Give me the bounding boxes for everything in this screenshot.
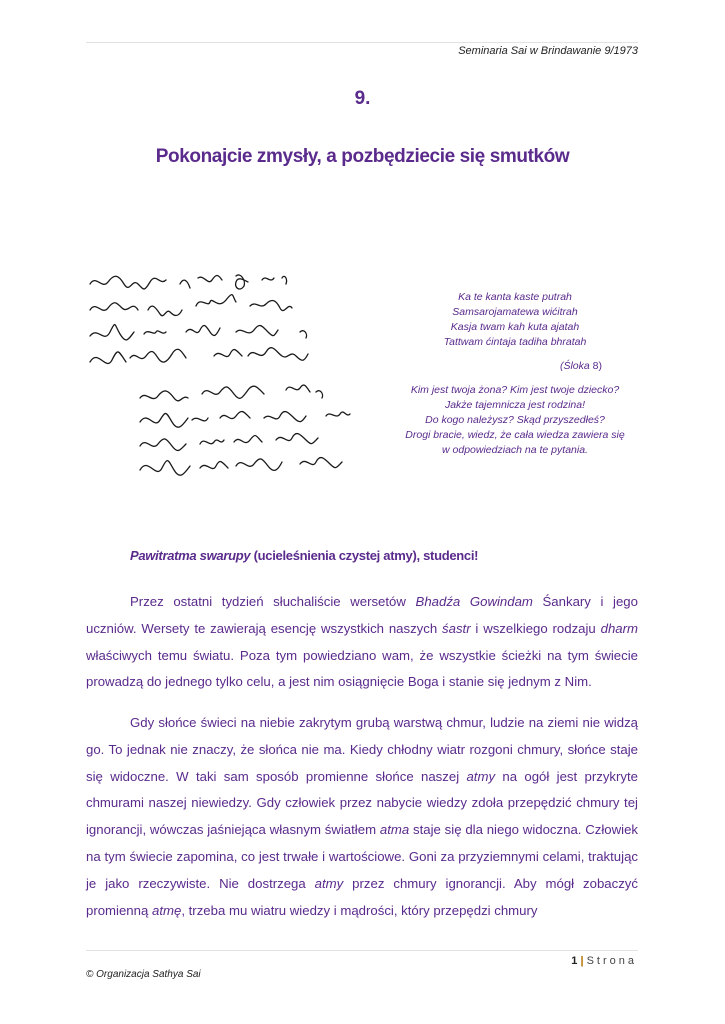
translation-line: w odpowiedziach na te pytania. (442, 444, 588, 456)
verse-line: Ka te kanta kaste putrah (458, 291, 572, 303)
greeting-italic: Pawitratma swarupy (130, 548, 251, 563)
handwriting-strokes (90, 275, 350, 475)
verse-line: Samsarojamatewa wićitrah (452, 306, 578, 318)
running-header: Seminaria Sai w Brindawanie 9/1973 (458, 45, 638, 57)
text-run-italic: atmy (314, 875, 344, 891)
sloka-open: ( (559, 360, 564, 372)
text-run-italic: atma (379, 822, 410, 838)
sloka-number: 8) (589, 360, 602, 372)
greeting (130, 548, 478, 563)
chapter-number: 9. (354, 88, 371, 109)
page-separator: | (580, 955, 584, 967)
text-run: przez chmury ignorancji. Aby mógł zobaczyć promienną (86, 875, 638, 918)
text-run: Gdy słońce świeci na niebie zakrytym grubą warstwą chmur, ludzie na ziemi nie widzą go. To jednak nie znaczy, że słońca nie ma. Kiedy chłodny wiatr rozgoni chmury, słońce staje się widoczne. W taki sam sposób promienne słońce naszej (86, 715, 638, 784)
footer-rule (86, 950, 638, 951)
greeting-rest: (ucieleśnienia czystej atmy), studenci! (250, 548, 479, 563)
translation-line: Kim jest twoja żona? Kim jest twoje dziecko? (410, 384, 620, 396)
verse-block (400, 290, 630, 458)
chapter-title: Pokonajcie zmysły, a pozbędziecie się smutków (155, 146, 570, 167)
text-run-italic: atmę (151, 902, 182, 918)
page-number (571, 955, 637, 967)
text-run-italic: atmy (466, 768, 496, 784)
text-run: na ogół jest przykryte chmurami naszej niewiedzy. Gdy człowiek przez nabycie wiedzy zdoła przepędzić chmury tej ignorancji, wówczas jaśniejąca własnym światłem (86, 768, 638, 838)
text-run: właściwych temu światu. Poza tym powiedziano wam, że wszystkie ścieżki na tym świecie prowadzą do jednego tylko celu, a jest nim osiągnięcie Boga i stanie się jednym z Nim. (86, 647, 638, 690)
paragraph-2 (86, 710, 638, 924)
text-run-italic: dharm (600, 620, 638, 636)
translation-line: Jakże tajemnicza jest rodzina! (444, 399, 586, 411)
text-run: Przez ostatni tydzień słuchaliście wersetów (130, 594, 416, 609)
copyright-footer: © Organizacja Sathya Sai (86, 969, 201, 980)
verse-line: Tattwam ćintaja tadiha bhratah (443, 336, 587, 348)
text-run-italic: Bhadźa Gowindam (415, 594, 533, 609)
verse-line: Kasja twam kah kuta ajatah (450, 321, 580, 333)
paragraph-1 (86, 589, 638, 696)
text-run: i wszelkiego rodzaju (470, 620, 601, 636)
sloka-reference (400, 359, 630, 374)
translation-line: Do kogo należysz? Skąd przyszedłeś? (425, 414, 605, 426)
text-run: , trzeba mu wiatru wiedzy i mądrości, który przepędzi chmury (181, 902, 538, 918)
page-number-value: 1 (571, 955, 578, 967)
header-rule (86, 42, 638, 43)
handwritten-verse-image (86, 270, 386, 480)
sloka-word: Śloka (563, 360, 590, 372)
page-word: Strona (586, 955, 637, 967)
translation-line: Drogi bracie, wiedz, że cała wiedza zawiera się (405, 429, 625, 441)
text-run: Śankary i jego uczniów. Wersety te zawierają esencję wszystkich naszych (86, 594, 638, 636)
text-run-italic: śastr (442, 620, 471, 636)
text-run: staje się dla niego widoczna. Człowiek na tym świecie zapomina, co jest trwałe i wartościowe. Goni za przyziemnymi celami, traktując je jako rzeczywiste. Nie dostrzega (86, 822, 639, 891)
